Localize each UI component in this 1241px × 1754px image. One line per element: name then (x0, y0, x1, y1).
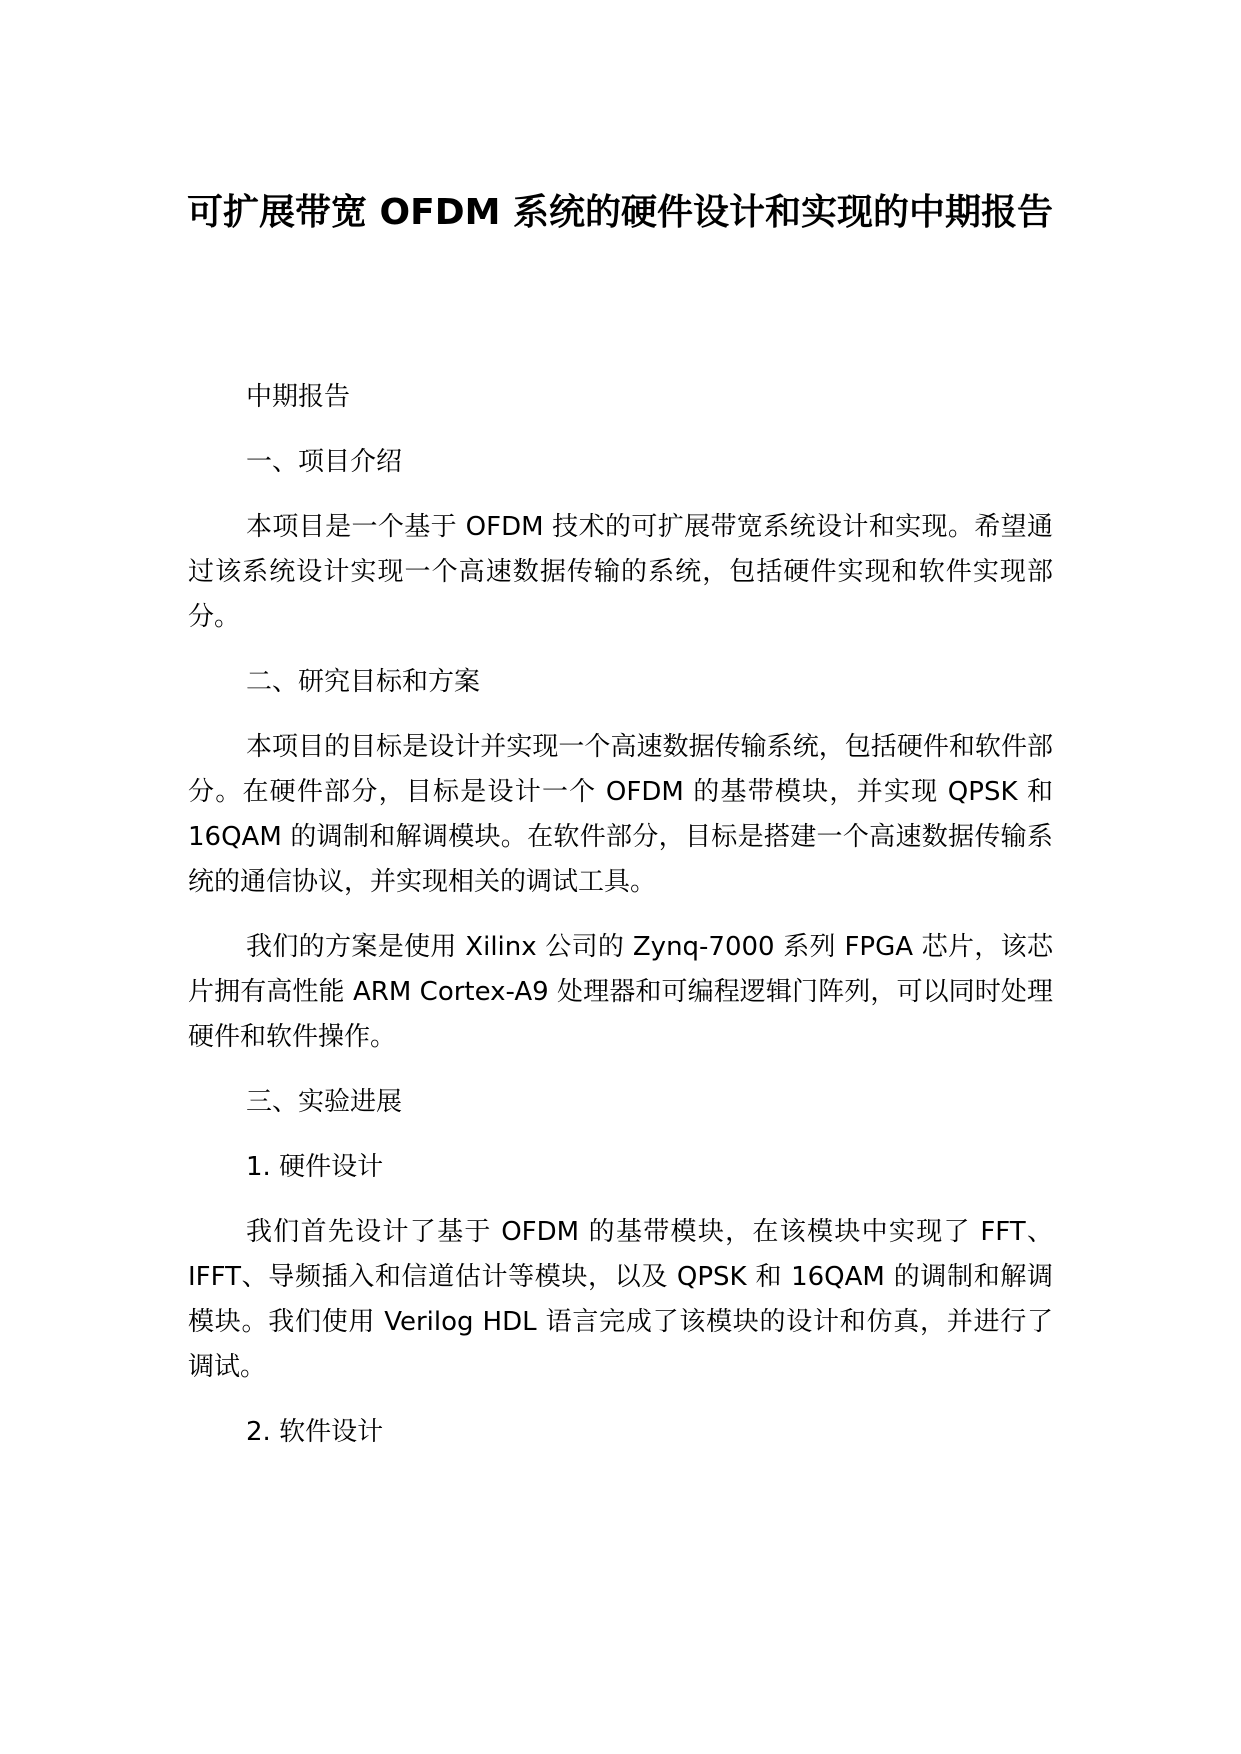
section-heading-goals: 二、研究目标和方案 (246, 667, 481, 697)
paragraph-goals: 本项目的目标是设计并实现一个高速数据传输系统，包括硬件和软件部分。在硬件部分，目标是设计一个 OFDM 的基带模块，并实现 QPSK 和 16QAM 的调制和解调模块。在软件部分，目标是搭建一个高速数据传输系统的通信协议，并实现相关的调试工具。 (188, 732, 1053, 897)
section-heading-progress: 三、实验进展 (246, 1087, 403, 1117)
paragraph-intro: 本项目是一个基于 OFDM 技术的可扩展带宽系统设计和实现。希望通过该系统设计实现一个高速数据传输的系统，包括硬件实现和软件实现部分。 (188, 512, 1053, 632)
section-heading-intro: 一、项目介绍 (246, 447, 403, 477)
subsection-heading-hardware: 1. 硬件设计 (246, 1152, 384, 1182)
section-label-midterm: 中期报告 (246, 382, 351, 412)
document-title: 可扩展带宽 OFDM 系统的硬件设计和实现的中期报告 (187, 192, 1053, 233)
document-body (188, 375, 1053, 1475)
paragraph-approach: 我们的方案是使用 Xilinx 公司的 Zynq-7000 系列 FPGA 芯片，该芯片拥有高性能 ARM Cortex-A9 处理器和可编程逻辑门阵列，可以同时处理硬件和软件操作。 (188, 932, 1053, 1052)
paragraph-hardware: 我们首先设计了基于 OFDM 的基带模块，在该模块中实现了 FFT、IFFT、导频插入和信道估计等模块，以及 QPSK 和 16QAM 的调制和解调模块。我们使用 Verilog HDL 语言完成了该模块的设计和仿真，并进行了调试。 (188, 1217, 1053, 1382)
subsection-heading-software: 2. 软件设计 (246, 1417, 384, 1447)
